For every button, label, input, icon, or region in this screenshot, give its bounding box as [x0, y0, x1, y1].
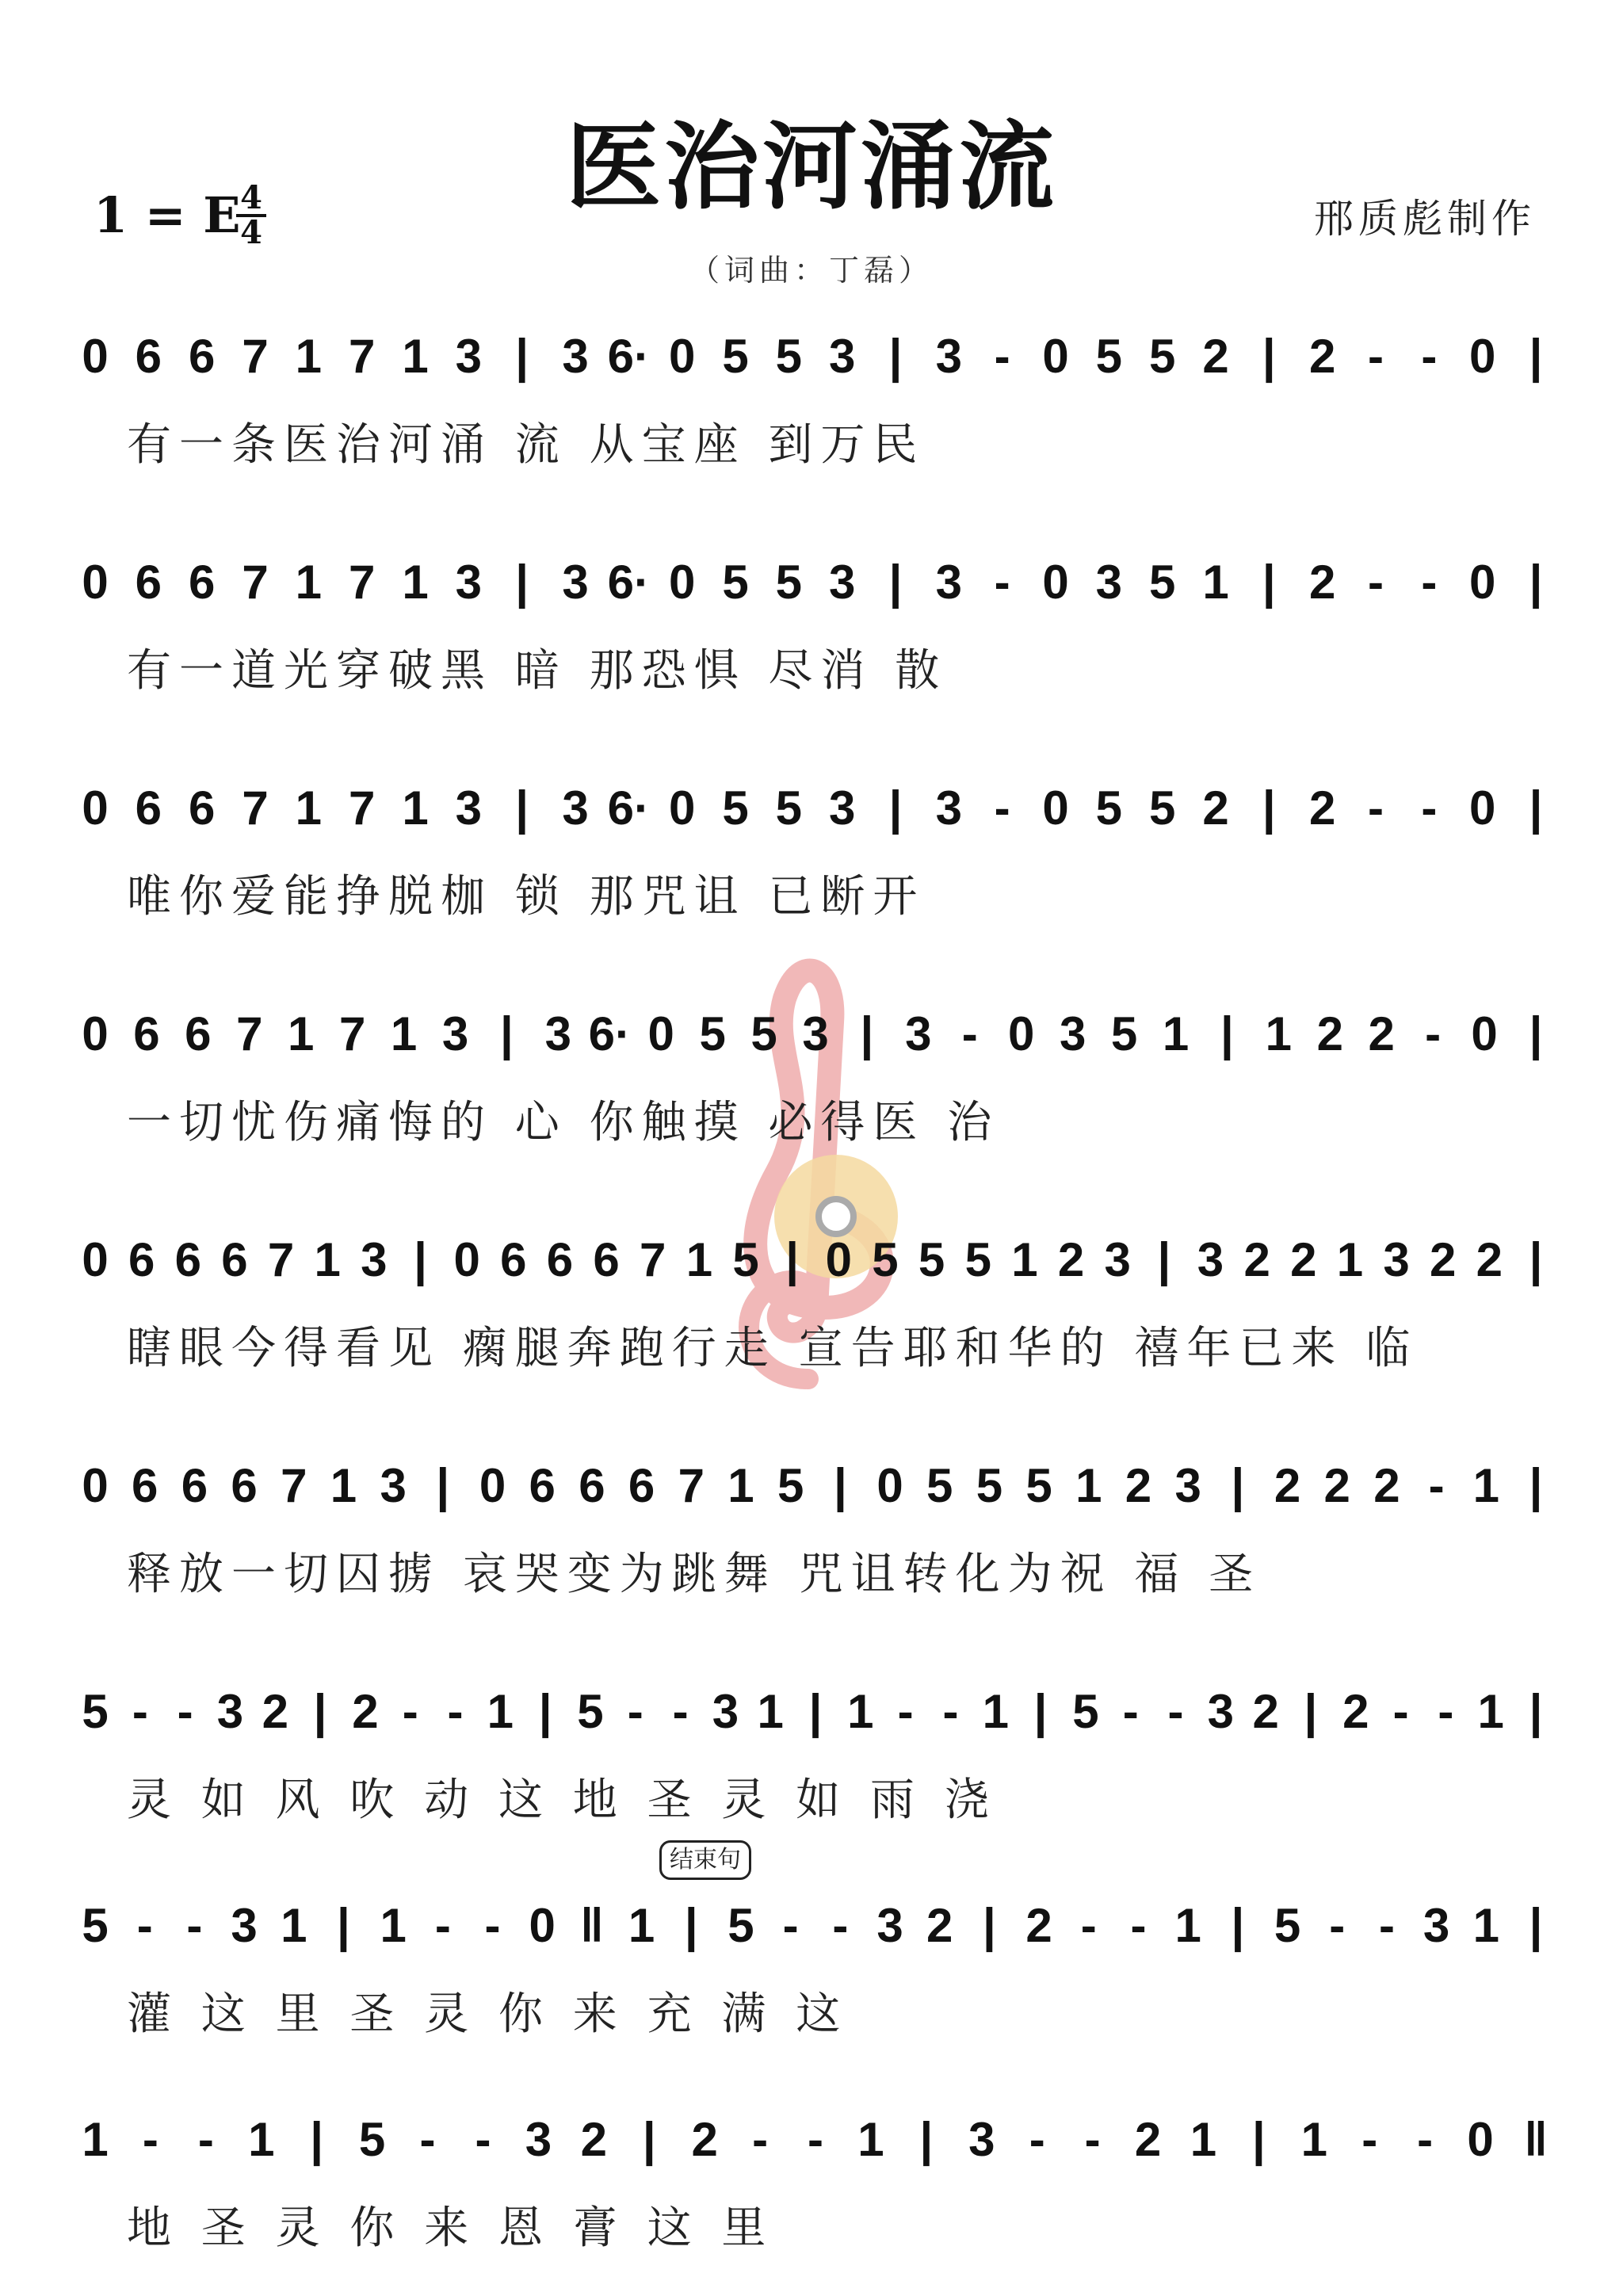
barline: ‖ [579, 1899, 604, 1952]
note: 0 [876, 1459, 903, 1512]
note: 2 [1430, 1233, 1457, 1286]
note: - [177, 1685, 193, 1738]
note: 6 [135, 330, 162, 383]
note: 1 [402, 330, 429, 383]
barline: | [1529, 781, 1543, 835]
score-row [82, 2113, 1548, 2254]
note: 7 [348, 781, 376, 835]
lyrics-line: 一切忧伤痛悔的 心 你触摸 必得医 治 [127, 1097, 1000, 1148]
note: 6 [221, 1233, 248, 1286]
note: 2 [1274, 1459, 1301, 1512]
note: 3 [935, 781, 963, 835]
note: 2 [926, 1899, 953, 1952]
note: 3 [876, 1899, 903, 1952]
note: 7 [338, 1007, 366, 1060]
score-row [82, 781, 1542, 923]
barline: | [1262, 556, 1276, 609]
song-title: 医治河涌流 [566, 111, 1057, 223]
note: - [1080, 1899, 1097, 1952]
note: 3 [1104, 1233, 1131, 1286]
lyrics-line: 有一道光穿破黑 暗 那恐惧 尽消 散 [127, 645, 948, 697]
note: 1 [1265, 1007, 1293, 1060]
note: 2 [1057, 1233, 1085, 1286]
lyrics-line: 有一条医治河涌 流 从宝座 到万民 [127, 419, 926, 471]
note: 2 [1290, 1233, 1317, 1286]
barline: | [515, 556, 529, 609]
note: 6· [588, 1007, 631, 1060]
note: 3 [828, 556, 856, 609]
note: 0 [1467, 2113, 1494, 2166]
note: 5 [699, 1007, 726, 1060]
note: 5 [1095, 781, 1123, 835]
note: 1 [281, 1899, 307, 1952]
barline: ‖ [1524, 2113, 1548, 2166]
note: 6 [132, 1459, 158, 1512]
note: 1 [314, 1233, 341, 1286]
note: 1 [390, 1007, 418, 1060]
note: 7 [242, 330, 269, 383]
note: 3 [455, 781, 483, 835]
note: 5 [577, 1685, 604, 1738]
note: - [1084, 2113, 1101, 2166]
barline: | [337, 1899, 350, 1952]
note: 0 [1471, 1007, 1498, 1060]
note: 6 [628, 1459, 655, 1512]
lyrics-line: 释放一切囚掳 哀哭变为跳舞 咒诅转化为祝 福 圣 [127, 1549, 1262, 1600]
note: - [142, 2113, 158, 2166]
note: 1 [1202, 556, 1229, 609]
note: 0 [1008, 1007, 1035, 1060]
note: - [994, 556, 1010, 609]
note: 1 [82, 2113, 109, 2166]
note: - [808, 2113, 823, 2166]
note: 5 [777, 1459, 804, 1512]
note: 5 [1025, 1459, 1052, 1512]
note: 5 [750, 1007, 777, 1060]
barline: | [684, 1899, 698, 1952]
barline: | [983, 1899, 996, 1952]
note: 3 [455, 556, 483, 609]
score-row [82, 330, 1542, 471]
note: 6 [529, 1459, 556, 1512]
note: - [132, 1685, 148, 1738]
note: 3 [935, 556, 963, 609]
note: 6 [579, 1459, 605, 1512]
note: - [434, 1899, 451, 1952]
note: 1 [857, 2113, 884, 2166]
note: 5 [727, 1899, 754, 1952]
note: 1 [1477, 1685, 1504, 1738]
note: 5 [976, 1459, 1003, 1512]
note: 7 [281, 1459, 307, 1512]
note: 2 [691, 2113, 718, 2166]
barline: | [1262, 330, 1276, 383]
note: 1 [487, 1685, 514, 1738]
note: - [1361, 2113, 1378, 2166]
note: 0 [668, 330, 696, 383]
barline: | [500, 1007, 514, 1060]
barline: | [1033, 1685, 1048, 1738]
note: 5 [358, 2113, 386, 2166]
barline: | [1262, 781, 1276, 835]
note: 7 [348, 556, 376, 609]
barline: | [1220, 1007, 1234, 1060]
barline: | [310, 2113, 324, 2166]
note: 3 [216, 1685, 244, 1738]
note: 7 [242, 781, 269, 835]
note: 6· [607, 556, 651, 609]
barline: | [1529, 1007, 1543, 1060]
note: 6 [135, 556, 162, 609]
note: - [897, 1685, 914, 1738]
note: 2 [1342, 1685, 1369, 1738]
note: - [627, 1685, 643, 1738]
note: 3 [562, 781, 589, 835]
note: 5 [732, 1233, 759, 1286]
note: 1 [288, 1007, 315, 1060]
note: 0 [82, 330, 109, 383]
note: 1 [1075, 1459, 1102, 1512]
note: - [1368, 781, 1384, 835]
note: 6 [546, 1233, 574, 1286]
note: 1 [1162, 1007, 1190, 1060]
time-signature-bottom: 4 [240, 214, 262, 251]
note: 6 [128, 1233, 155, 1286]
score-row [82, 1233, 1542, 1374]
note: 0 [1468, 556, 1496, 609]
note: 2 [1308, 556, 1336, 609]
note: 0 [1468, 330, 1496, 383]
lyrics-line: 灌 这 里 圣 灵 你 来 充 满 这 [127, 1988, 849, 2040]
note: 6· [607, 781, 651, 835]
note: 6 [593, 1233, 620, 1286]
note: 5 [82, 1899, 109, 1952]
note: 2 [1308, 330, 1336, 383]
note: - [1421, 781, 1438, 835]
note: - [475, 2113, 491, 2166]
note: 7 [267, 1233, 295, 1286]
note: 0 [668, 556, 696, 609]
note: 1 [1472, 1899, 1499, 1952]
note: 1 [295, 556, 323, 609]
note: 1 [330, 1459, 357, 1512]
note: 5 [1110, 1007, 1138, 1060]
score-row [82, 1685, 1542, 1826]
barline: | [1231, 1899, 1245, 1952]
note: 3 [380, 1459, 407, 1512]
note: 1 [402, 781, 429, 835]
note: 2 [1202, 330, 1229, 383]
note: 5 [1274, 1899, 1301, 1952]
barline: | [436, 1459, 450, 1512]
note: 2 [1316, 1007, 1343, 1060]
time-signature-top: 4 [240, 179, 262, 216]
barline: | [414, 1233, 427, 1286]
note: 1 [1011, 1233, 1038, 1286]
note: - [1130, 1899, 1147, 1952]
note: 3 [562, 556, 589, 609]
note: 2 [1202, 781, 1229, 835]
note: 2 [1373, 1459, 1400, 1512]
note: 5 [872, 1233, 899, 1286]
note: 0 [1042, 556, 1069, 609]
note: 1 [628, 1899, 655, 1952]
note: 3 [1197, 1233, 1224, 1286]
note: 3 [544, 1007, 572, 1060]
note: - [1421, 556, 1438, 609]
note: 1 [847, 1685, 874, 1738]
note: 0 [479, 1459, 506, 1512]
note: 5 [1148, 330, 1176, 383]
note: - [1167, 1685, 1184, 1738]
note: 3 [712, 1685, 739, 1738]
note: 1 [1300, 2113, 1327, 2166]
note: 1 [685, 1233, 713, 1286]
end-marker: 结束句 [659, 1840, 751, 1880]
note: 3 [828, 781, 856, 835]
note: 1 [1472, 1459, 1499, 1512]
note: - [1417, 2113, 1434, 2166]
barline: | [860, 1007, 874, 1060]
note: 3 [1174, 1459, 1201, 1512]
barline: | [538, 1685, 552, 1738]
barline: | [1529, 1685, 1543, 1738]
note: 0 [82, 556, 109, 609]
note: 3 [828, 330, 856, 383]
note: - [782, 1899, 799, 1952]
note: 3 [231, 1899, 258, 1952]
note: - [402, 1685, 418, 1738]
note: 6 [500, 1233, 527, 1286]
note: - [1378, 1899, 1395, 1952]
barline: | [1529, 1899, 1543, 1952]
note: 5 [1095, 330, 1123, 383]
note: - [1392, 1685, 1409, 1738]
note: 5 [775, 330, 803, 383]
note: 0 [1042, 330, 1069, 383]
note: 6 [133, 1007, 160, 1060]
note: 3 [455, 330, 483, 383]
note: - [186, 1899, 203, 1952]
note: 3 [525, 2113, 552, 2166]
note: 2 [1025, 1899, 1052, 1952]
note: - [994, 330, 1010, 383]
note: - [419, 2113, 436, 2166]
barline: | [1231, 1459, 1245, 1512]
note: 5 [918, 1233, 945, 1286]
note: 1 [380, 1899, 407, 1952]
note: 3 [1095, 556, 1123, 609]
note: 2 [1476, 1233, 1503, 1286]
barline: | [919, 2113, 934, 2166]
note: 0 [647, 1007, 674, 1060]
note: 1 [757, 1685, 784, 1738]
note: 6 [188, 330, 216, 383]
note: 1 [295, 781, 323, 835]
note: 0 [1042, 781, 1069, 835]
score-row [82, 1899, 1542, 2040]
barline: | [888, 330, 903, 383]
note: 1 [1174, 1899, 1201, 1952]
note: 2 [1323, 1459, 1350, 1512]
note: 6 [188, 781, 216, 835]
note: 5 [1148, 556, 1176, 609]
note: 3 [1423, 1899, 1450, 1952]
note: - [197, 2113, 214, 2166]
barline: | [1529, 1459, 1543, 1512]
barline: | [1304, 1685, 1318, 1738]
barline: | [1251, 2113, 1266, 2166]
note: - [1368, 556, 1384, 609]
note: - [447, 1685, 464, 1738]
barline: | [313, 1685, 327, 1738]
note: 5 [722, 330, 749, 383]
note: - [1122, 1685, 1139, 1738]
note: 7 [236, 1007, 263, 1060]
note: 7 [348, 330, 376, 383]
lyrics-composer-credit: （词曲：丁磊） [689, 253, 934, 288]
note: 6 [188, 556, 216, 609]
note: 5 [722, 556, 749, 609]
note: 1 [402, 556, 429, 609]
note: 3 [968, 2113, 995, 2166]
note: 6· [607, 330, 651, 383]
note: - [752, 2113, 769, 2166]
note: - [832, 1899, 849, 1952]
note: - [1368, 330, 1384, 383]
note: 1 [1190, 2113, 1217, 2166]
barline: | [1529, 556, 1543, 609]
note: 7 [242, 556, 269, 609]
barline: | [642, 2113, 656, 2166]
note: 7 [678, 1459, 705, 1512]
note: 5 [1072, 1685, 1099, 1738]
barline: | [833, 1459, 847, 1512]
note: 1 [1336, 1233, 1364, 1286]
score-row [82, 1459, 1542, 1600]
note: 5 [1148, 781, 1176, 835]
note: - [961, 1007, 978, 1060]
note: 3 [905, 1007, 932, 1060]
note: 0 [1468, 781, 1496, 835]
note: - [1029, 2113, 1045, 2166]
score-row [82, 1007, 1542, 1148]
barline: | [515, 781, 529, 835]
barline: | [515, 330, 529, 383]
note: 0 [82, 781, 109, 835]
note: - [994, 781, 1010, 835]
maker-credit: 邢质彪制作 [1314, 196, 1536, 242]
note: 6 [181, 1459, 208, 1512]
note: 2 [1125, 1459, 1152, 1512]
note: 0 [668, 781, 696, 835]
barline: | [888, 781, 903, 835]
note: 2 [1368, 1007, 1395, 1060]
note: - [1329, 1899, 1346, 1952]
barline: | [1157, 1233, 1171, 1286]
note: 1 [727, 1459, 754, 1512]
note: - [942, 1685, 959, 1738]
note: 0 [453, 1233, 480, 1286]
note: 6 [185, 1007, 212, 1060]
note: 0 [82, 1459, 109, 1512]
note: 7 [640, 1233, 666, 1286]
note: 3 [361, 1233, 388, 1286]
note: 5 [926, 1459, 953, 1512]
barline: | [1529, 1233, 1543, 1286]
note: - [484, 1899, 501, 1952]
note: 5 [82, 1685, 109, 1738]
lyrics-line: 唯你爱能挣脱枷 锁 那咒诅 已断开 [127, 871, 926, 923]
note: - [136, 1899, 153, 1952]
note: 3 [1207, 1685, 1234, 1738]
note: 2 [352, 1685, 379, 1738]
note: - [672, 1685, 689, 1738]
note: 3 [1383, 1233, 1410, 1286]
note: 0 [529, 1899, 556, 1952]
lyrics-line: 瞎眼今得看见 瘸腿奔跑行走 宣告耶和华的 禧年已来 临 [127, 1323, 1419, 1374]
note: 6 [231, 1459, 258, 1512]
note: 5 [775, 781, 803, 835]
note: - [1425, 1007, 1442, 1060]
note: 2 [262, 1685, 288, 1738]
note: 2 [1252, 1685, 1279, 1738]
note: 5 [722, 781, 749, 835]
note: 3 [802, 1007, 829, 1060]
note: 5 [775, 556, 803, 609]
note: 2 [580, 2113, 607, 2166]
note: 0 [82, 1007, 109, 1060]
note: 0 [82, 1233, 109, 1286]
note: - [1421, 330, 1438, 383]
key-signature: 1 = E [94, 186, 241, 244]
note: 2 [1308, 781, 1336, 835]
note: 5 [964, 1233, 991, 1286]
note: 1 [295, 330, 323, 383]
note: 1 [982, 1685, 1009, 1738]
note: 2 [1134, 2113, 1162, 2166]
note: 3 [1059, 1007, 1086, 1060]
note: 1 [248, 2113, 275, 2166]
barline: | [808, 1685, 823, 1738]
barline: | [785, 1233, 800, 1286]
note: 0 [825, 1233, 853, 1286]
note: 6 [135, 781, 162, 835]
note: 3 [935, 330, 963, 383]
lyrics-line: 地 圣 灵 你 来 恩 膏 这 里 [127, 2202, 774, 2254]
barline: | [1529, 330, 1543, 383]
note: 3 [562, 330, 589, 383]
note: 3 [441, 1007, 469, 1060]
note: - [1428, 1459, 1445, 1512]
note: 2 [1243, 1233, 1270, 1286]
note: - [1438, 1685, 1454, 1738]
score-row [82, 556, 1542, 697]
lyrics-line: 灵 如 风 吹 动 这 地 圣 灵 如 雨 浇 [127, 1775, 997, 1826]
barline: | [888, 556, 903, 609]
note: 6 [174, 1233, 201, 1286]
